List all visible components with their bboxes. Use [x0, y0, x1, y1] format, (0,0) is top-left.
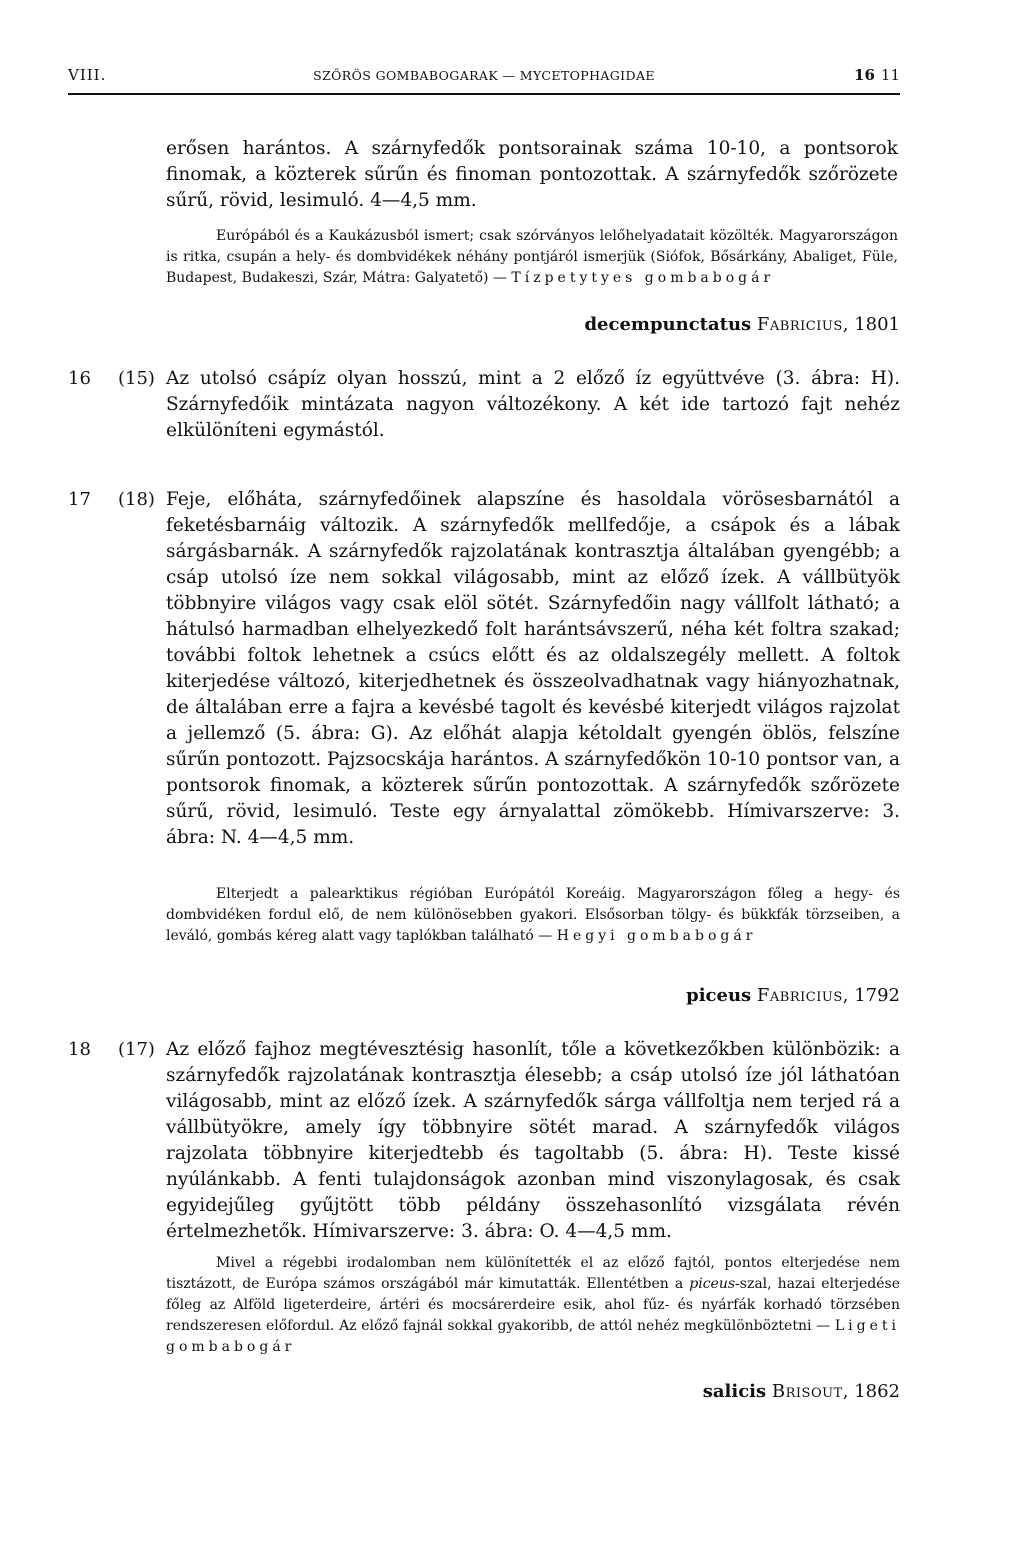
intro-paragraph: erősen harántos. A szárnyfedők pontsorainak száma 10-10, a pontsorok finomak, a közterek sűrűn és finoman pontozottak. A szárnyfedők szőrözete sűrű, rövid, lesimuló. 4—4,5 mm.	[166, 138, 898, 211]
couplet-reference: (15)	[118, 368, 155, 389]
species-year: 1862	[854, 1381, 900, 1402]
couplet-reference: (18)	[118, 489, 155, 510]
couplet-note	[166, 1253, 900, 1358]
couplet-number: 18	[68, 1039, 91, 1060]
header-rule	[68, 93, 900, 95]
species-name: salicis	[702, 1381, 767, 1402]
note-italic-species: piceus	[689, 1276, 736, 1292]
intro-note-text: Európából és a Kaukázusból ismert; csak szórványos lelőhelyadatait közölték. Magyarországon is ritka, csupán a hely- és dombvidékek néhány pontjáról ismerjük (Siófok, Bősárkány, Abaliget, Füle, Budapest, Budakeszi, Szár, Mátra: Galyatető) —	[166, 228, 898, 286]
couplet-note	[166, 884, 900, 947]
section-number: VIII.	[68, 66, 107, 84]
species-decempunctatus: decempunctatus Fabricius, 1801	[584, 314, 900, 335]
running-title: SZŐRÖS GOMBABOGARAK — MYCETOPHAGIDAE	[313, 68, 655, 83]
page-header	[68, 66, 900, 90]
intro-common-name: Tízpetytyes gombabogár	[511, 270, 775, 286]
intro-note	[166, 226, 898, 289]
issue-number: 16	[854, 66, 875, 84]
species-year: 1792	[854, 985, 900, 1006]
species-author: Fabricius	[756, 314, 843, 335]
couplet-number: 17	[68, 489, 91, 510]
species-salicis: salicis Brisout, 1862	[702, 1381, 900, 1402]
species-year: 1801	[854, 314, 900, 335]
couplet-text: Az utolsó csápíz olyan hosszú, mint a 2 előző íz együttvéve (3. ábra: H). Szárnyfedőik mintázata nagyon változékony. A két ide tartozó fajt nehéz elkülöníteni egymástól.	[166, 368, 900, 441]
species-name: piceus	[686, 985, 752, 1006]
species-piceus: piceus Fabricius, 1792	[686, 985, 900, 1006]
species-name: decempunctatus	[584, 314, 752, 335]
couplet-reference: (17)	[118, 1039, 155, 1060]
species-author: Fabricius	[756, 985, 843, 1006]
page-number: 11	[880, 66, 900, 84]
couplet-number: 16	[68, 368, 91, 389]
couplet-common-name: Ligeti gombabogár	[166, 1318, 900, 1355]
page-reference	[854, 66, 900, 84]
couplet-note-text-2: -szal, hazai elterjedése főleg az Alföld ligeterdeire, ártéri és mocsárerdeire esik, ahol fűz- és nyárfák korhadó törzsében rendszeresen előfordul. Az előző fajnál sokkal gyakoribb, de attól nehéz megkülönböztetni —	[166, 1276, 900, 1334]
couplet-common-name: Hegyi gombabogár	[556, 928, 757, 944]
couplet-note-text: Elterjedt a palearktikus régióban Európától Koreáig. Magyarországon főleg a hegy- és dombvidéken fordul elő, de nem különösebben gyakori. Elsősorban tölgy- és bükkfák törzseiben, a leváló, gombás kéreg alatt vagy taplókban található —	[166, 886, 900, 944]
species-author: Brisout	[771, 1381, 843, 1402]
couplet-text: Az előző fajhoz megtévesztésig hasonlít, tőle a következőkben különbözik: a szárnyfedők rajzolatának kontrasztja élesebb; a csáp utolsó íze jól láthatóan világosabb, mint az előző ízek. A szárnyfedők sárga vállfoltja nem terjed rá a vállbütyökre, amely így többnyire sötét marad. A szárnyfedők világos rajzolata többnyire kiterjedtebb és tagoltabb (5. ábra: H). Teste kissé nyúlánkabb. A fenti tulajdonságok azonban mind viszonylagosak, és csak egyidejűleg gyűjtött több példány összehasonlító vizsgálata révén értelmezhetők. Hímivarszerve: 3. ábra: O. 4—4,5 mm.	[166, 1039, 900, 1242]
couplet-text: Feje, előháta, szárnyfedőinek alapszíne és hasoldala vörösesbarnától a feketésbarnáig változik. A szárnyfedők mellfedője, a csápok és a lábak sárgásbarnák. A szárnyfedők rajzolatának kontrasztja általában gyengébb; a csáp utolsó íze nem sokkal világosabb, mint az előző ízek. A vállbütyök többnyire világos vagy csak elöl sötét. Szárnyfedőin nagy vállfolt látható; a hátulsó harmadban elhelyezkedő folt harántsávszerű, néha két foltra szakad; további foltok lehetnek a csúcs előtt és az oldalszegély mellett. A foltok kiterjedése változó, kiterjedhetnek és összeolvadhatnak vagy hiányozhatnak, de általában erre a fajra a kevésbé tagolt és kevésbé kiterjedt világos rajzolat a jellemző (5. ábra: G). Az előhát alapja kétoldalt gyengén öblös, felszíne sűrűn pontozott. Pajzsocskája harántos. A szárnyfedőkön 10-10 pontsor van, a pontsorok finomak, a közterek sűrűn pontozottak. A szárnyfedők szőrözete sűrű, rövid, lesimuló. Teste egy árnyalattal zömökebb. Hímivarszerve: 3. ábra: N. 4—4,5 mm.	[166, 489, 900, 848]
couplet-note-text: Mivel a régebbi irodalomban nem különítették el az előző fajtól, pontos elterjedése nem tisztázott, de Európa számos országából már kimutatták. Ellentétben a	[166, 1255, 900, 1292]
